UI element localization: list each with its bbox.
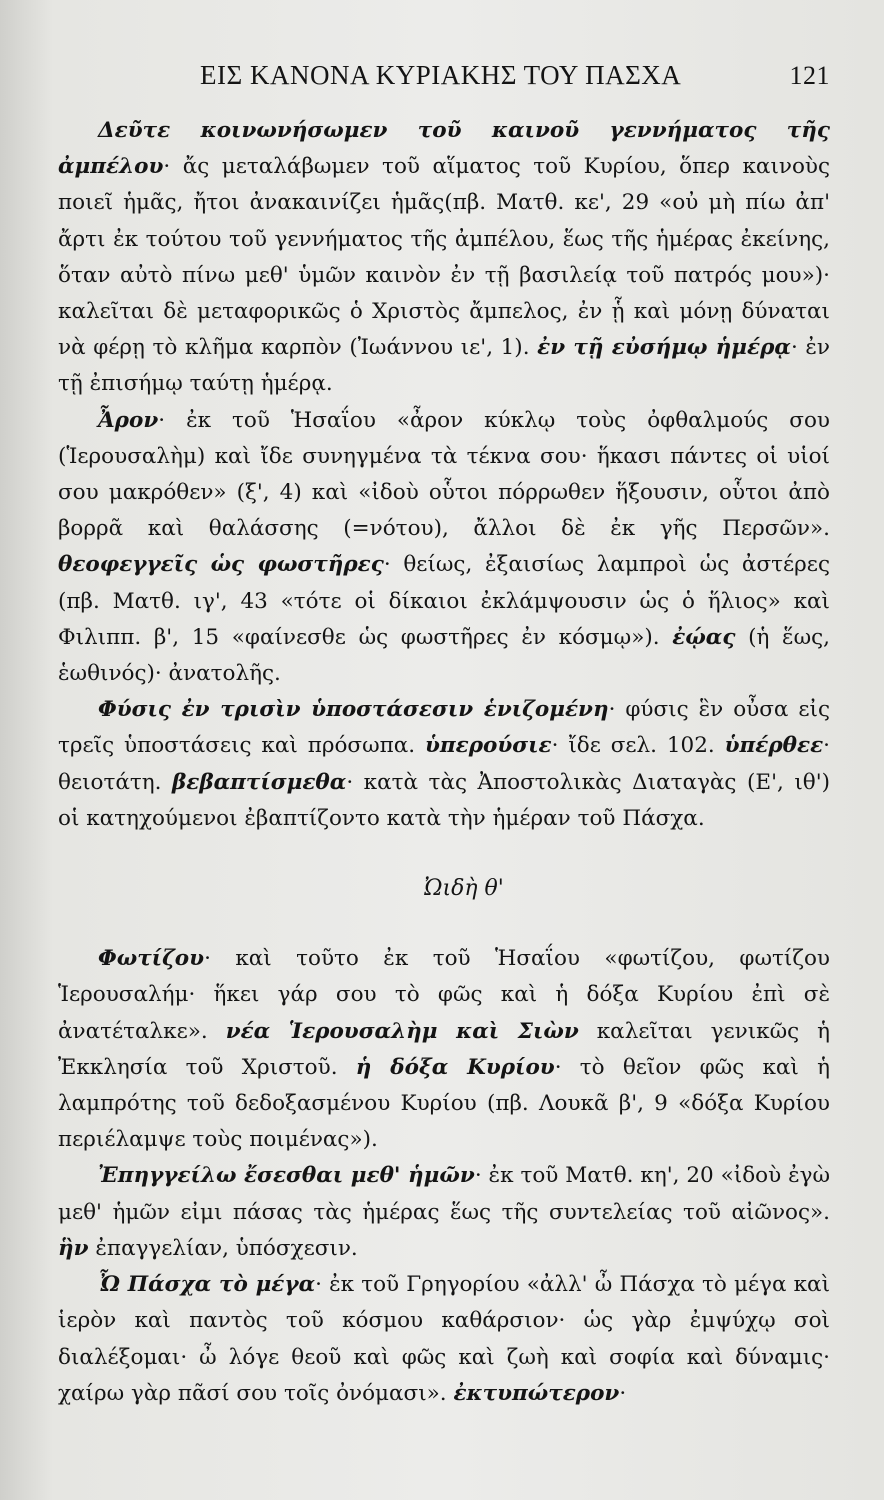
lemma-term: ἣν: [58, 1235, 89, 1261]
commentary-text: (ἡ ἕως, ἑωθινός)· ἀνατολῆς.: [58, 624, 831, 687]
lemma-term: ὑπερούσιε: [425, 733, 552, 759]
page-title: ΕΙΣ ΚΑΝΟΝΑ ΚΥΡΙΑΚΗΣ ΤΟΥ ΠΑΣΧΑ: [200, 60, 682, 90]
lemma-term: Ἐπηγγείλω ἔσεσθαι μεθ' ἡμῶν: [98, 1163, 475, 1189]
lemma-term: Φωτίζου: [98, 946, 205, 972]
lemma-term: Δεῦτε κοινωνήσωμεν τοῦ καινοῦ γεννήματος τῆς ἀμπέλου: [58, 118, 830, 180]
lemma-term: ὑπέρθεε: [724, 733, 824, 759]
commentary-text: · ἐκ τοῦ Ἡσαΐου «ἆρον κύκλῳ τοὺς ὀφθαλμούς σου (Ἱερουσαλὴμ) καὶ ἴδε συνηγμένα τὰ τέκνα σου· ἥκασι πάντες οἱ υἱοί σου μακρόθεν» (ξ', 4) καὶ «ἰδοὺ οὗτοι πόρρωθεν ἥξουσιν, οὗτοι ἀπὸ βορρᾶ καὶ θαλάσσης (=νότου), ἄλλοι δὲ ἐκ γῆς Περσῶν».: [58, 407, 830, 542]
section-heading: Ὠιδὴ θ': [424, 876, 504, 902]
page-number: 121: [789, 61, 830, 90]
lemma-term: βεβαπτίσμεθα: [172, 769, 347, 795]
paragraph: [58, 113, 830, 403]
lemma-term: νέα Ἱερουσαλὴμ καὶ Σιὼν: [225, 1018, 579, 1044]
commentary-text: · κατὰ τὰς Ἀποστολικὰς Διαταγὰς (Ε', ιθ') οἱ κατηχούμενοι ἐβαπτίζοντο κατὰ τὴν ἡμέραν τοῦ Πάσχα.: [58, 769, 830, 831]
paragraph: [58, 941, 830, 1158]
commentary-text: · θειοτάτη.: [58, 733, 830, 795]
lemma-term: ἡ δόξα Κυρίου: [355, 1054, 555, 1080]
commentary-text: · ἐκ τοῦ Ματθ. κη', 20 «ἰδοὺ ἐγὼ μεθ' ἡμῶν εἰμι πάσας τὰς ἡμέρας ἕως τῆς συντελείας τοῦ αἰῶνος».: [58, 1163, 830, 1225]
paragraph: [58, 403, 830, 693]
lemma-term: θεοφεγγεῖς ὡς φωστῆρες: [58, 552, 384, 578]
commentary-text: ·: [619, 1380, 627, 1406]
lemma-term: Ἆρον: [98, 407, 159, 433]
commentary-text: · φύσις ἓν οὖσα εἰς τρεῖς ὑποστάσεις καὶ πρόσωπα.: [58, 697, 830, 759]
lemma-term: ἐῴας: [672, 624, 736, 650]
paragraph: [58, 1267, 830, 1412]
commentary-text: καλεῖται γενικῶς ἡ Ἐκκλησία τοῦ Χριστοῦ.: [58, 1018, 830, 1080]
lemma-term: Φύσις ἐν τρισὶν ὑποστάσεσιν ἑνιζομένη: [98, 697, 609, 723]
commentary-text: · τὸ θεῖον φῶς καὶ ἡ λαμπρότης τοῦ δεδοξασμένου Κυρίου (πβ. Λουκᾶ β', 9 «δόξα Κυρίου περιέλαμψε τοὺς ποιμένας»).: [58, 1054, 830, 1153]
paragraph: [58, 1158, 830, 1267]
commentary-text: · ἐκ τοῦ Γρηγορίου «ἀλλ' ὦ Πάσχα τὸ μέγα καὶ ἱερὸν καὶ παντὸς τοῦ κόσμου καθάρσιον· ὡς γὰρ ἐμψύχῳ σοὶ διαλέξομαι· ὦ λόγε θεοῦ καὶ φῶς καὶ ζωὴ καὶ σοφία καὶ δύναμις· χαίρω γὰρ πᾶσί σου τοῖς ὀνόμασι».: [58, 1272, 830, 1406]
lemma-term: ἐκτυπώτερον: [453, 1380, 620, 1406]
commentary-text: ἐπαγγελίαν, ὑπόσχεσιν.: [88, 1235, 358, 1261]
commentary-text: · ἐν τῇ ἐπισήμῳ ταύτῃ ἡμέρᾳ.: [58, 335, 830, 397]
lemma-term: ἐν τῇ εὐσήμῳ ἡμέρᾳ: [537, 335, 791, 361]
commentary-text: · ἴδε σελ. 102.: [551, 733, 725, 759]
lemma-term: Ὦ Πάσχα τὸ μέγα: [98, 1272, 316, 1298]
running-head: [58, 60, 830, 91]
commentary-text: · ἄς μεταλάβωμεν τοῦ αἵματος τοῦ Κυρίου, ὅπερ καινοὺς ποιεῖ ἡμᾶς, ἤτοι ἀνακαινίζει ἡμᾶς(πβ. Ματθ. κε', 29 «οὐ μὴ πίω ἀπ' ἄρτι ἐκ τούτου τοῦ γεννήματος τῆς ἀμπέλου, ἕως τῆς ἡμέρας ἐκείνης, ὅταν αὐτὸ πίνω μεθ' ὑμῶν καινὸν ἐν τῇ βασιλείᾳ τοῦ πατρός μου»)· καλεῖται δὲ μεταφορικῶς ὁ Χριστὸς ἄμπελος, ἐν ᾗ καὶ μόνῃ δύναται νὰ φέρῃ τὸ κλῆμα καρπὸν (Ἰωάννου ιε', 1).: [58, 154, 830, 361]
commentary-text: · θείως, ἐξαισίως λαμπροὶ ὡς ἀστέρες (πβ. Ματθ. ιγ', 43 «τότε οἱ δίκαιοι ἐκλάμψουσιν ὡς ὁ ἥλιος» καὶ Φιλιππ. β', 15 «φαίνεσθε ὡς φωστῆρες ἐν κόσμῳ»).: [58, 552, 830, 650]
commentary-text: · καὶ τοῦτο ἐκ τοῦ Ἡσαΐου «φωτίζου, φωτίζου Ἱερουσαλήμ· ἥκει γάρ σου τὸ φῶς καὶ ἡ δόξα Κυρίου ἐπὶ σὲ ἀνατέταλκε».: [58, 946, 830, 1044]
body-text: [58, 113, 830, 1412]
paragraph: [58, 692, 830, 837]
